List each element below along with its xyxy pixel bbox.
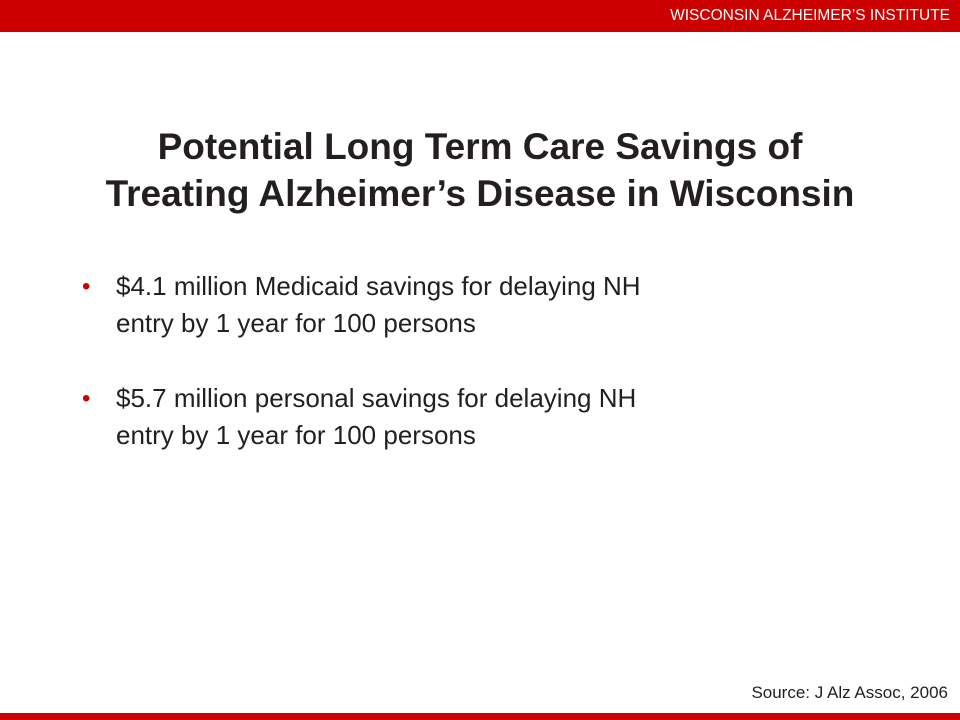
header-bar [0, 0, 960, 32]
organization-label: WISCONSIN ALZHEIMER’S INSTITUTE [670, 7, 950, 24]
bullet-text-line-1: $5.7 million personal savings for delaying NH [116, 383, 637, 413]
slide-title-line-2: Treating Alzheimer’s Disease in Wisconsin [105, 172, 855, 214]
footer-bar [0, 713, 960, 720]
slide-title [0, 123, 960, 217]
bullet-item-personal-savings [80, 380, 840, 454]
bullet-item-medicaid-savings [80, 268, 840, 342]
bullet-text-line-2: entry by 1 year for 100 persons [116, 420, 476, 450]
bullet-list [80, 268, 840, 492]
bullet-icon: • [82, 385, 91, 412]
bullet-text-line-1: $4.1 million Medicaid savings for delaying NH [116, 271, 641, 301]
source-citation: Source: J Alz Assoc, 2006 [751, 683, 948, 702]
bullet-icon: • [82, 273, 91, 300]
bullet-text-line-2: entry by 1 year for 100 persons [116, 308, 476, 338]
slide-title-line-1: Potential Long Term Care Savings of [157, 125, 803, 167]
